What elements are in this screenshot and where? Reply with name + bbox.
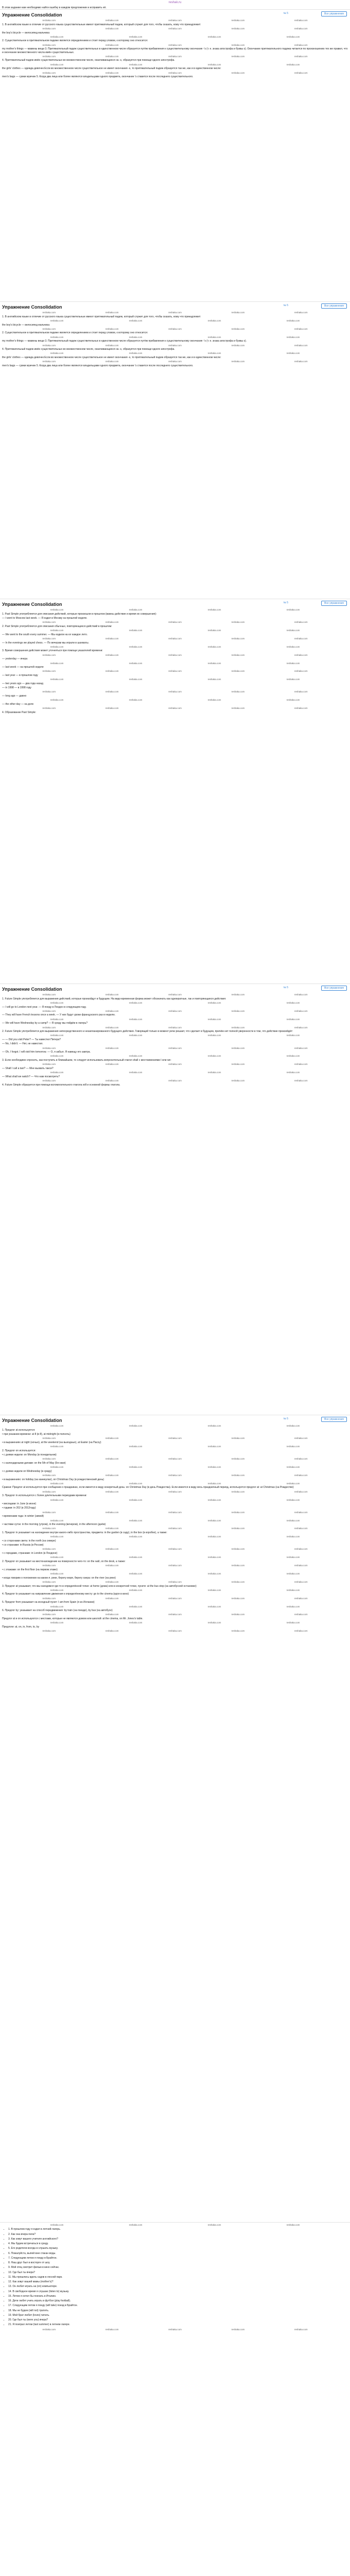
answer-item: • 1. В прошлом году я ездил в летний лагерь. [8,2228,348,2231]
answer-item: • 9. Мой отец смотрит фильм в кино сейчас. [8,2266,348,2269]
rule-line: 5. Предлог from указывает на исходный пункт: I am from Spain (я из Испании) [2,1601,95,1604]
watermark-row: reshaka.com reshaka.com reshaka.com reshaka.com [50,1018,300,1021]
answer-item: • 16. Дети любят учить играть в футбол (play football). [8,2299,348,2302]
answer-item: • 18. Мы не будем (will not) тратить. [8,2309,348,2312]
rule-line: 6. Предлог by: указывает на способ передвижения: by train (на поезде), by bus (на автобусе) [2,1609,113,1613]
watermark-row: reshaka.com reshaka.com reshaka.com reshaka.com reshaka.com [42,1046,308,1049]
watermark-row: reshaka.com reshaka.com reshaka.com reshaka.com reshaka.com [42,1630,308,1633]
all-exercises-button[interactable]: Все упражнения [321,986,347,991]
paragraph: men's bags — сумки мужчин 5. Когда два лица или более являются владельцами одного предмета, окончание 's ставится после последнего существительного. [2,75,194,79]
paragraph: the girls' clothes — одежда девочек Если во множественном числе существительное не имеет окончания -s, то притяжательный падеж образуется так же, как и в единственном числе: [2,67,221,71]
watermark-row: reshaka.com reshaka.com reshaka.com reshaka.com reshaka.com [42,55,308,58]
paragraph: 2. Существительное в притяжательном падеже является определением и стоит перед словом, к которому оно относится: [2,331,148,335]
example-line: — — Did you visit Peter? — Ты навестил Питера? [2,1038,61,1041]
rule-line: • частями суток: in the morning (утром), in the evening (вечером), in the afternoon (днём) [2,1523,106,1527]
watermark-row: reshaka.com reshaka.com reshaka.com reshaka.com reshaka.com [42,1063,308,1066]
watermark-row: reshaka.com reshaka.com reshaka.com reshaka.com [50,2223,300,2226]
rule-line: 2. Предлог on указывает на местонахождение на поверхности чего-то: on the wall, on the desk, а также: [2,1560,126,1563]
rule-line: • когда говорим о положении на каком-л. реке, берегу моря, берегу озера: on the river (на реке) [2,1576,116,1580]
paragraph: 2. Существительное в притяжательном падеже является определением и стоит перед словом, к которому оно относится: [2,39,148,43]
rule-line: • в выражениях at night (ночью), at the weekend (на выходных), at Easter (на Пасху) [2,1440,101,1444]
rule-line: • с городами, странами: in London (в Лондоне) [2,1552,58,1555]
answer-item: • 20. Где был ты (were you) вчера? [8,2318,348,2321]
section-title: Упражнение Consolidation [2,12,62,18]
watermark-row: reshaka.com reshaka.com reshaka.com reshaka.com [50,35,300,38]
watermark-row: reshaka.com reshaka.com reshaka.com reshaka.com [50,1482,300,1485]
answer-item: • 8. Наш друг был в восторге от шоу. [8,2261,348,2264]
exercise-badge[interactable]: № 5 [283,601,288,604]
section-1 [0,9,350,301]
paragraph: 1. В английском языке в отличие от русского языка существительные имеют притяжательный падеж, который служит для того, чтобы сказать, кому что принадлежит: [2,315,201,318]
example-line: — in 1998 — в 1998 году [2,686,31,690]
answer-item: • 13. Он любит играть на (on) компьютере. [8,2285,348,2288]
section-2 [0,301,350,599]
watermark-row: reshaka.com reshaka.com reshaka.com reshaka.com reshaka.com [42,653,308,656]
exercise-badge[interactable]: № 5 [283,986,288,989]
example-line: — long ago — давно [2,694,27,698]
rule-line: 3. Предлог at указывает, что мы находимся где-то в определённой точке: at home (дома) или в конкретной точке, пункте: at the bus stop (на автобусной остановке) [2,1584,197,1588]
watermark-row: reshaka.com reshaka.com reshaka.com reshaka.com [50,1071,300,1074]
answer-item: • 14. В свободное время я слушаю (listen to) музыку. [8,2290,348,2293]
exercise-badge[interactable]: № 5 [283,11,288,15]
paragraph: 4. Притяжательный падеж имён существительных во множественном числе, оканчивающихся на -s, образуется при помощи одного апострофа. [2,348,175,351]
rule-line: 4. Предлог to указывает на направление движения к определённому месту: go to the cinema (идти в кино) [2,1592,129,1596]
watermark-row: reshaka.com reshaka.com reshaka.com reshaka.com reshaka.com [42,1458,308,1461]
rule-line: • с днями недели on Wednesday (в среду) [2,1469,52,1473]
rule-line: 3. Предлог in используется с более длительными периодами времени: [2,1494,87,1498]
watermark-row: reshaka.com reshaka.com reshaka.com reshaka.com [50,699,300,702]
watermark-row: reshaka.com reshaka.com reshaka.com reshaka.com [50,319,300,322]
rule-line: • годами: in 202 (в 2012году) [2,1506,36,1510]
example-line: — last week — на прошлой неделе [2,666,44,669]
watermark-row: reshaka.com reshaka.com reshaka.com reshaka.com [50,1001,300,1004]
watermark-row: reshaka.com reshaka.com reshaka.com reshaka.com reshaka.com [42,327,308,330]
watermark-row: reshaka.com reshaka.com reshaka.com reshaka.com reshaka.com [42,1580,308,1583]
rule-line: • месяцами: in June (в июне) [2,1502,37,1506]
answer-item: • 5. Его родители всегда в слушать музыку. [8,2247,348,2250]
watermark-row: reshaka.com reshaka.com reshaka.com reshaka.com reshaka.com [42,1490,308,1493]
section-5 [0,1415,350,2222]
answer-item: • 11. Мы прошлись вдоль садов в лесной парк. [8,2276,348,2279]
watermark-row: reshaka.com reshaka.com reshaka.com reshaka.com [50,1572,300,1575]
watermark-row: reshaka.com reshaka.com reshaka.com reshaka.com reshaka.com [42,19,308,22]
watermark-row: reshaka.com reshaka.com reshaka.com reshaka.com [50,1445,300,1448]
rule-line: • при указании времени: at 8 (в 8), at midnight (в полночь) [2,1432,71,1436]
paragraph: the girls' clothes — одежда девочек Если во множественном числе существительное не имеет окончания -s, то притяжательный падеж образуется так же, как и в единственном числе: [2,356,221,359]
intro-text: В этом задании нам необходимо найти ошибку в каждом предложении и исправить её. [2,6,107,9]
example-line: — We went to the south every summer. — Мы ездили на юг каждое лето. [2,633,88,636]
watermark-row: reshaka.com reshaka.com reshaka.com reshaka.com reshaka.com [42,311,308,314]
example-line: — We will have Wednesday by a camp? — В среду мы пойдём в лагерь? [2,1022,88,1025]
watermark-row: reshaka.com reshaka.com reshaka.com reshaka.com reshaka.com [42,670,308,673]
watermark-row: reshaka.com reshaka.com reshaka.com reshaka.com [50,1588,300,1591]
example-line: — They will have French lessons once a week. — У них будут уроки французского раз в неделю. [2,1013,116,1017]
watermark-row: reshaka.com reshaka.com reshaka.com reshaka.com reshaka.com [42,43,308,46]
watermark-row: reshaka.com reshaka.com reshaka.com reshaka.com reshaka.com [42,1009,308,1012]
watermark-row: reshaka.com reshaka.com reshaka.com reshaka.com reshaka.com [42,690,308,693]
watermark-row: reshaka.com reshaka.com reshaka.com reshaka.com reshaka.com [42,993,308,996]
paragraph: the boy's bicycle — велосипед мальчика [2,323,50,327]
paragraph: my mother's things — мамины вещи 3. Притяжательный падеж существительных в единственном числе образуется путём прибавления к существительному окончания -'s (т. е. знака апострофа и буквы s). Окончание притяжательного падежа читается по произношению тех же правил, что и окончание множественного числа имён существительных. [2,47,348,54]
answer-item: • 2. Как она вчера пела? [8,2233,348,2236]
watermark-row: reshaka.com reshaka.com reshaka.com reshaka.com [50,63,300,66]
rule-line: 1. Предлог in указывает на нахождение внутри какого-либо пространства, предмета: in the garden (в саду), in the box (в коробке), а также: [2,1531,167,1534]
watermark-row: reshaka.com reshaka.com reshaka.com reshaka.com [50,352,300,355]
rule-line: • со странами: in Russia (в России) [2,1544,44,1547]
all-exercises-button[interactable]: Все упражнения [321,11,347,16]
watermark-row: reshaka.com reshaka.com reshaka.com reshaka.com [50,1034,300,1037]
example-line: — Oh, I forgot. I will visit him tomorrow. — О, я забыл. Я навещу его завтра. [2,1050,91,1054]
rule-line: • временами года: in winter (зимой) [2,1515,44,1518]
watermark-row: reshaka.com reshaka.com reshaka.com reshaka.com [50,1466,300,1468]
rule-line: Предлог at и on используются с местами, которые не являются домом или школой: at the cinema, on Mr. Jones's table. [2,1617,143,1620]
watermark-row: reshaka.com reshaka.com reshaka.com reshaka.com [50,645,300,648]
watermark-row: reshaka.com reshaka.com reshaka.com reshaka.com reshaka.com [42,1564,308,1567]
section-title: Упражнение Consolidation [2,304,62,310]
watermark-row: reshaka.com reshaka.com reshaka.com reshaka.com reshaka.com [42,1613,308,1616]
paragraph: men's bags — сумки мужчин 5. Когда два лица или более являются владельцами одного предмета, окончание 's ставится после последнего существительного. [2,364,194,367]
watermark-row: reshaka.com reshaka.com reshaka.com reshaka.com reshaka.com [42,27,308,30]
example-line: — In the evenings we played chess. — По вечерам мы играли в шахматы. [2,641,89,645]
watermark-row: reshaka.com reshaka.com reshaka.com reshaka.com reshaka.com [42,637,308,640]
rule-line: • со сторонами света: in the north (на севере) [2,1539,56,1543]
rule-line: • с этажами: on the first floor (на первом этаже) [2,1568,58,1571]
watermark-row: reshaka.com reshaka.com reshaka.com reshaka.com reshaka.com [42,1511,308,1514]
watermark-row: reshaka.com reshaka.com reshaka.com reshaka.com reshaka.com [42,344,308,347]
watermark-row: reshaka.com reshaka.com reshaka.com reshaka.com [50,1498,300,1501]
example-line: — I went to Moscow last week. — Я ездил в Москву на прошлой неделе. [2,616,87,620]
watermark-row: reshaka.com reshaka.com reshaka.com reshaka.com reshaka.com [42,2328,308,2331]
watermark-row: reshaka.com reshaka.com reshaka.com reshaka.com reshaka.com [42,621,308,624]
watermark-row: reshaka.com reshaka.com reshaka.com reshaka.com reshaka.com [42,360,308,363]
answer-item: • 10. Где был ты вчера? [8,2271,348,2274]
rule-line: 4. Образование Past Simple: [2,710,37,714]
rule-line: 4. Future Simple образуется при помощи вспомогательного глагола will и основной формы глагола. [2,1083,120,1087]
example-line: — What shall we watch? — Что нам посмотреть? [2,1075,60,1078]
paragraph: my mother's things — мамины вещи 3. Притяжательный падеж существительных в единственном числе образуется путём прибавления к существительному окончания -'s (т. е. знака апострофа и буквы s). [2,340,247,343]
answer-item: • 7. Следующим летом я поеду в Брайтон. [8,2257,348,2260]
example-line: — No, I didn't. — Нет, не навестил. [2,1042,43,1046]
answer-item: • 21. Я поиграл летом (last summer) в летнем лагере. [8,2323,348,2326]
watermark-row: reshaka.com reshaka.com reshaka.com reshaka.com [50,1621,300,1624]
watermark-row: reshaka.com reshaka.com reshaka.com reshaka.com reshaka.com [42,1597,308,1600]
watermark-row: reshaka.com reshaka.com reshaka.com reshaka.com reshaka.com [42,1437,308,1440]
section-3 [0,599,350,984]
watermark-row: reshaka.com reshaka.com reshaka.com reshaka.com [50,1055,300,1058]
rule-line: 3. Время совершения действия может уточняться при помощи указателей времени: [2,649,103,653]
watermark-row: reshaka.com reshaka.com reshaka.com reshaka.com reshaka.com [42,1026,308,1029]
rule-line: Сравни: Предлог at используется при сообщении о праздниках, если имеется в виду конкретный день: on Christmas Day (в день Рождества). Если имеется в виду весь праздничный период, используется предлог at: at Christmas (на Рождество) [2,1486,294,1489]
all-exercises-button[interactable]: Все упражнения [321,303,347,309]
exercise-badge[interactable]: № 5 [283,1417,288,1420]
watermark-row: reshaka.com reshaka.com reshaka.com reshaka.com [50,1556,300,1559]
section-title: Упражнение Consolidation [2,986,62,992]
watermark-row: reshaka.com reshaka.com reshaka.com reshaka.com [50,608,300,611]
watermark-row: reshaka.com reshaka.com reshaka.com reshaka.com [50,678,300,681]
rule-line: • в выражениях: on holiday (на каникулах), on Christmas Day (в рождественский день) [2,1478,104,1481]
exercise-badge[interactable]: № 5 [283,303,288,307]
watermark-row: reshaka.com reshaka.com reshaka.com reshaka.com [50,335,300,338]
paragraph: 4. Притяжательный падеж имён существительных во множественном числе, оканчивающихся на -s, образуется при помощи одного апострофа. [2,59,175,62]
watermark-row: reshaka.com reshaka.com reshaka.com reshaka.com reshaka.com [42,1079,308,1082]
paragraph: the boy's bicycle — велосипед мальчика [2,31,50,35]
rule-line: 3. Если необходимо спросить, как поступить в ближайшем, то следует использовать вопросительный глагол shall с местоимениями I или we: [2,1059,171,1062]
section-4 [0,984,350,1415]
rule-line: • с днями недели: on Monday (в понедельник) [2,1453,57,1456]
watermark-row: reshaka.com reshaka.com reshaka.com reshaka.com reshaka.com [42,707,308,710]
answer-item: • 15. Летом я хотел бы поехать в Италию. [8,2295,348,2298]
watermark-row: reshaka.com reshaka.com reshaka.com reshaka.com [50,1425,300,1427]
answer-item: • 19. Мой брат любит (loves) читать. [8,2314,348,2317]
site-header[interactable]: reshak.ru [168,1,182,4]
answer-item: • 6. Пожалуйста, выпей мне стакан воды. [8,2252,348,2255]
watermark-row: reshaka.com reshaka.com reshaka.com reshaka.com [50,629,300,632]
all-exercises-button[interactable]: Все упражнения [321,1417,347,1422]
watermark-row: reshaka.com reshaka.com reshaka.com reshaka.com reshaka.com [42,71,308,74]
example-line: — two years ago — два года назад [2,682,43,685]
answer-item: • 4. Мы будем встречаться в среду. [8,2242,348,2245]
watermark-row: reshaka.com reshaka.com reshaka.com reshaka.com [50,1605,300,1608]
section-title: Упражнение Consolidation [2,1417,62,1423]
example-line: — yesterday — вчера [2,657,28,661]
all-exercises-button[interactable]: Все упражнения [321,601,347,606]
section-title: Упражнение Consolidation [2,601,62,607]
example-line: — last year — в прошлом году [2,674,38,677]
watermark-row: reshaka.com reshaka.com reshaka.com reshaka.com [50,1519,300,1522]
paragraph: 1. В английском языке в отличие от русского языка существительные имеют притяжательный падеж, который служит для того, чтобы сказать, кому что принадлежит: [2,23,201,26]
rule-line: 1. Предлог at используется: [2,1428,36,1432]
example-line: — I will go to London next year. — Я поеду в Лондон в следующем году. [2,1005,86,1009]
rule-line: 2. Future Simple употребляется для выражения непосредственного и незапланированного будущего действия. Говорящий только в момент речи решает, что сделает в будущем, причём нет полной уверенности в том, что действие произойдёт: [2,1030,293,1033]
answer-item: • 17. Следующим летом я поеду (will take) поезд в Брайтон. [8,2304,348,2307]
answer-item: • 3. Как зовут вашего учителя английского? [8,2238,348,2241]
example-line: — Shall I call a taxi? — Мне вызвать такси? [2,1066,54,1070]
rule-line: Предлоги: at, on, in, from, to, by [2,1625,40,1629]
example-line: — the other day — на днях [2,702,34,706]
watermark-row: reshaka.com reshaka.com reshaka.com reshaka.com reshaka.com [42,1473,308,1477]
answer-item: • 12. Как зовут вашей мамы (mother's)? [8,2280,348,2283]
rule-line: 2. Past Simple употребляется для описания обычных, повторяющихся действий в прошлом: [2,624,112,628]
rule-line: 1. Future Simple употребляется для выражения действий, которые произойдут в будущем. На видо-временная форма может обозначать как однократные, так и повторяющиеся действия: [2,997,226,1001]
section-6 [0,2222,350,2576]
watermark-row: reshaka.com reshaka.com reshaka.com reshaka.com reshaka.com [42,1527,308,1530]
rule-line: 2. Предлог on используется: [2,1449,36,1452]
rule-line: • с календарными датами: on the 5th of May (5го мая) [2,1461,66,1465]
watermark-row: reshaka.com reshaka.com reshaka.com reshaka.com [50,1535,300,1538]
rule-line: 1. Past Simple употребляется для описания действий, которые произошли в прошлом (важны действие и время их совершения): [2,612,157,616]
watermark-row: reshaka.com reshaka.com reshaka.com reshaka.com reshaka.com [42,1548,308,1551]
answer-list [2,2228,348,2326]
watermark-row: reshaka.com reshaka.com reshaka.com reshaka.com [50,662,300,665]
